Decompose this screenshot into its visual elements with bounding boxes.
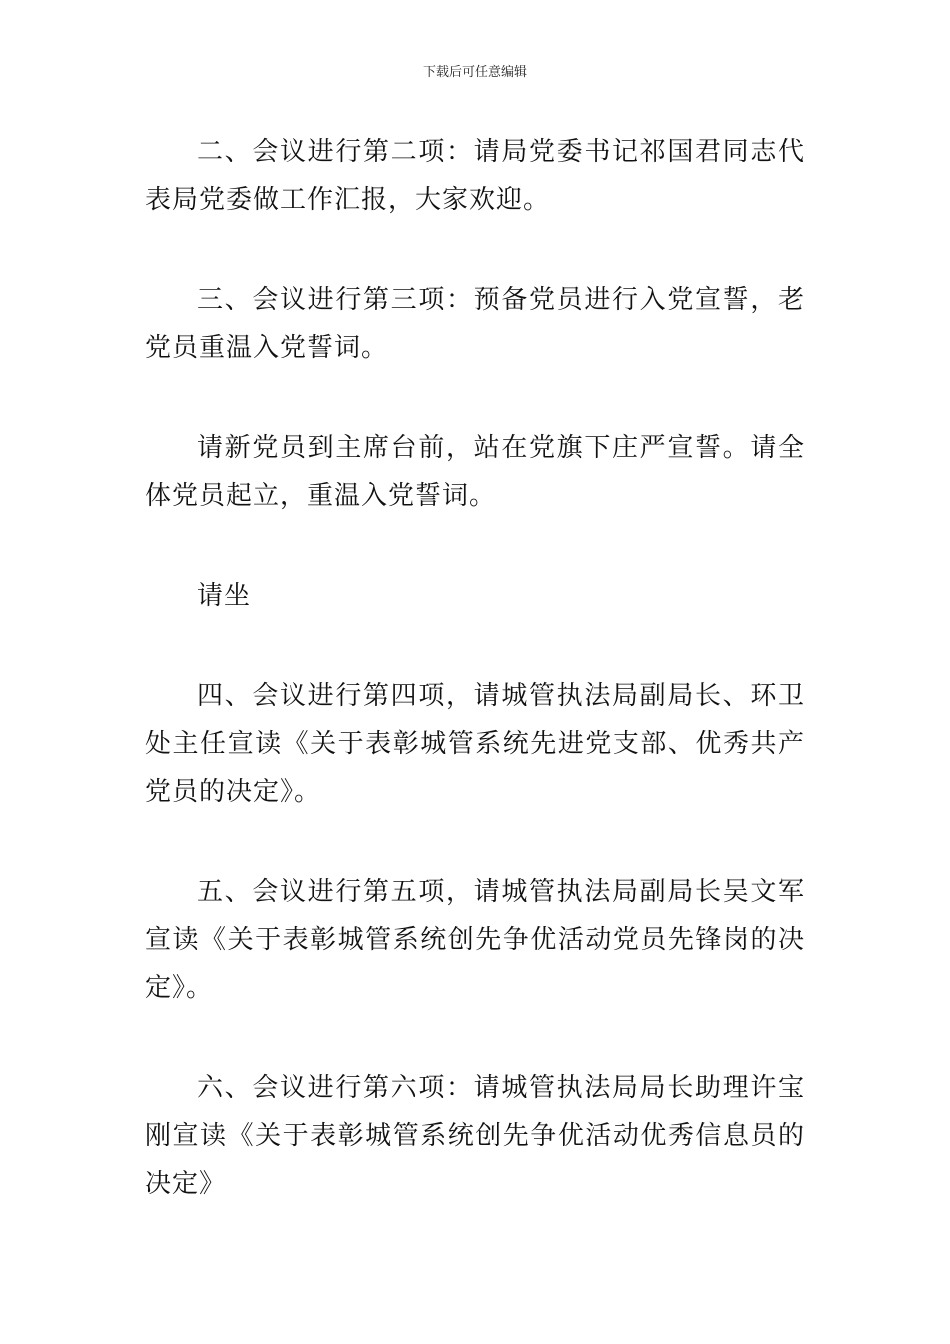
paragraph-item-5: 五、会议进行第五项，请城管执法局副局长吴文军宣读《关于表彰城管系统创先争优活动党员先锋岗的决定》。 [145,877,805,1003]
paragraph-item-2: 二、会议进行第二项：请局党委书记祁国君同志代表局党委做工作汇报，大家欢迎。 [145,137,805,215]
paragraph-oath-instruction: 请新党员到主席台前，站在党旗下庄严宣誓。请全体党员起立，重温入党誓词。 [145,433,805,511]
paragraph-item-4: 四、会议进行第四项，请城管执法局副局长、环卫处主任宣读《关于表彰城管系统先进党支部、优秀共产党员的决定》。 [145,681,805,807]
paragraph-item-3: 三、会议进行第三项：预备党员进行入党宣誓，老党员重温入党誓词。 [145,285,805,363]
paragraph-please-sit: 请坐 [197,581,252,611]
document-body [145,128,805,1260]
paragraph-item-6: 六、会议进行第六项：请城管执法局局长助理许宝刚宣读《关于表彰城管系统创先争优活动优秀信息员的决定》 [145,1073,805,1199]
page-header-note: 下载后可任意编辑 [422,65,527,80]
